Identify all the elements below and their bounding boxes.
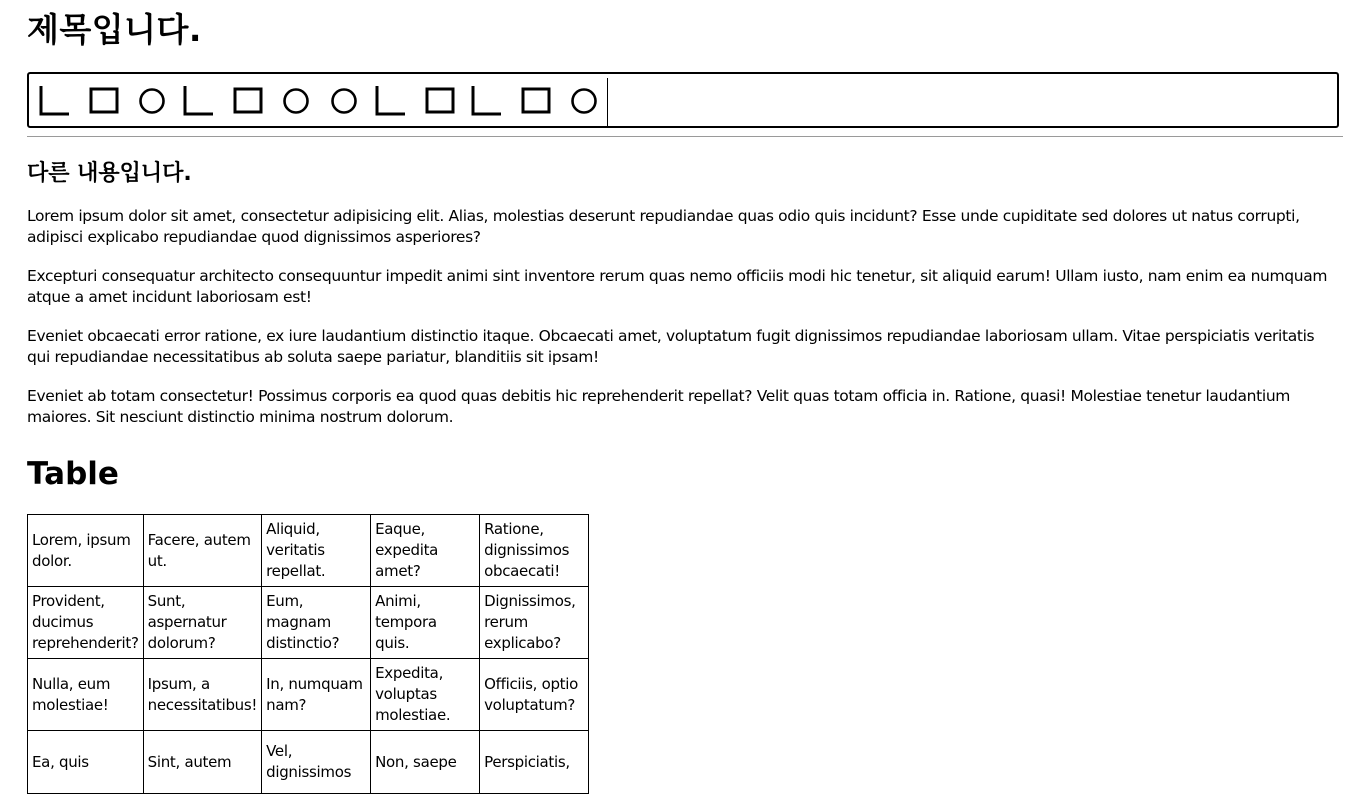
table-cell: Ratione, dignissimos obcaecati! — [480, 515, 589, 587]
table-cell: Eum, magnam distinctio? — [262, 587, 371, 659]
table-row — [28, 515, 589, 587]
table-cell: Non, saepe — [371, 731, 480, 794]
ㅇ-icon — [325, 83, 373, 119]
ㅁ-icon — [229, 83, 277, 119]
table-cell: Sunt, aspernatur dolorum? — [143, 587, 261, 659]
ㄴ-icon — [37, 83, 85, 119]
table-cell: Facere, autem ut. — [143, 515, 261, 587]
table-row — [28, 659, 589, 731]
ㄴ-icon — [181, 83, 229, 119]
table-cell: Aliquid, veritatis repellat. — [262, 515, 371, 587]
table-cell: Perspiciatis, — [480, 731, 589, 794]
table-cell: Sint, autem — [143, 731, 261, 794]
divider — [27, 136, 1343, 137]
ㅁ-icon — [85, 83, 133, 119]
table-cell: Expedita, voluptas molestiae. — [371, 659, 480, 731]
ㅁ-icon — [517, 83, 565, 119]
ㅇ-icon — [277, 83, 325, 119]
ㄴ-icon — [373, 83, 421, 119]
paragraph-4: Eveniet ab totam consectetur! Possimus corporis ea quod quas debitis hic reprehenderit repellat? Velit quas totam officia in. Ratione, quasi! Molestiae tenetur laudantium maiores. Sit nesciunt distinctio minima nostrum dolorum. — [27, 387, 1291, 426]
table-cell: Ea, quis — [28, 731, 144, 794]
table-cell: Provident, ducimus reprehenderit? — [28, 587, 144, 659]
glyph-row — [37, 83, 613, 119]
ㅁ-icon — [421, 83, 469, 119]
ㅇ-icon — [133, 83, 181, 119]
glyph-text-input[interactable] — [27, 72, 1339, 128]
table-cell: Animi, tempora quis. — [371, 587, 480, 659]
paragraph-1: Lorem ipsum dolor sit amet, consectetur adipisicing elit. Alias, molestias deserunt repudiandae quas odio quis incidunt? Esse unde cupiditate sed dolores ut natus corrupti, adipisci explicabo repudiandae quod dignissimos asperiores? — [27, 207, 1300, 246]
table-row — [28, 587, 589, 659]
table-row — [28, 731, 589, 794]
table-cell: Nulla, eum molestiae! — [28, 659, 144, 731]
section-subtitle: 다른 내용입니다. — [27, 161, 192, 186]
table-heading: Table — [27, 456, 119, 492]
page-title: 제목입니다. — [27, 10, 202, 49]
text-caret — [607, 78, 608, 128]
table-cell: In, numquam nam? — [262, 659, 371, 731]
table-cell: Vel, dignissimos — [262, 731, 371, 794]
table-cell: Eaque, expedita amet? — [371, 515, 480, 587]
table-cell: Ipsum, a necessitatibus! — [143, 659, 261, 731]
table-cell: Dignissimos, rerum explicabo? — [480, 587, 589, 659]
paragraph-3: Eveniet obcaecati error ratione, ex iure laudantium distinctio itaque. Obcaecati amet, voluptatum fugit dignissimos repudiandae laboriosam ullam. Vitae perspiciatis veritatis qui repudiandae necessitatibus ab soluta saepe pariatur, blanditiis sit ipsam! — [27, 327, 1315, 366]
ㅇ-icon — [565, 83, 613, 119]
table-cell: Officiis, optio voluptatum? — [480, 659, 589, 731]
table-cell: Lorem, ipsum dolor. — [28, 515, 144, 587]
paragraph-2: Excepturi consequatur architecto consequuntur impedit animi sint inventore rerum quas nemo officiis modi hic tenetur, sit aliquid earum! Ullam iusto, nam enim ea numquam atque a amet incidunt laboriosam est! — [27, 267, 1328, 306]
ㄴ-icon — [469, 83, 517, 119]
page-content — [27, 0, 1343, 794]
data-table — [27, 514, 589, 794]
